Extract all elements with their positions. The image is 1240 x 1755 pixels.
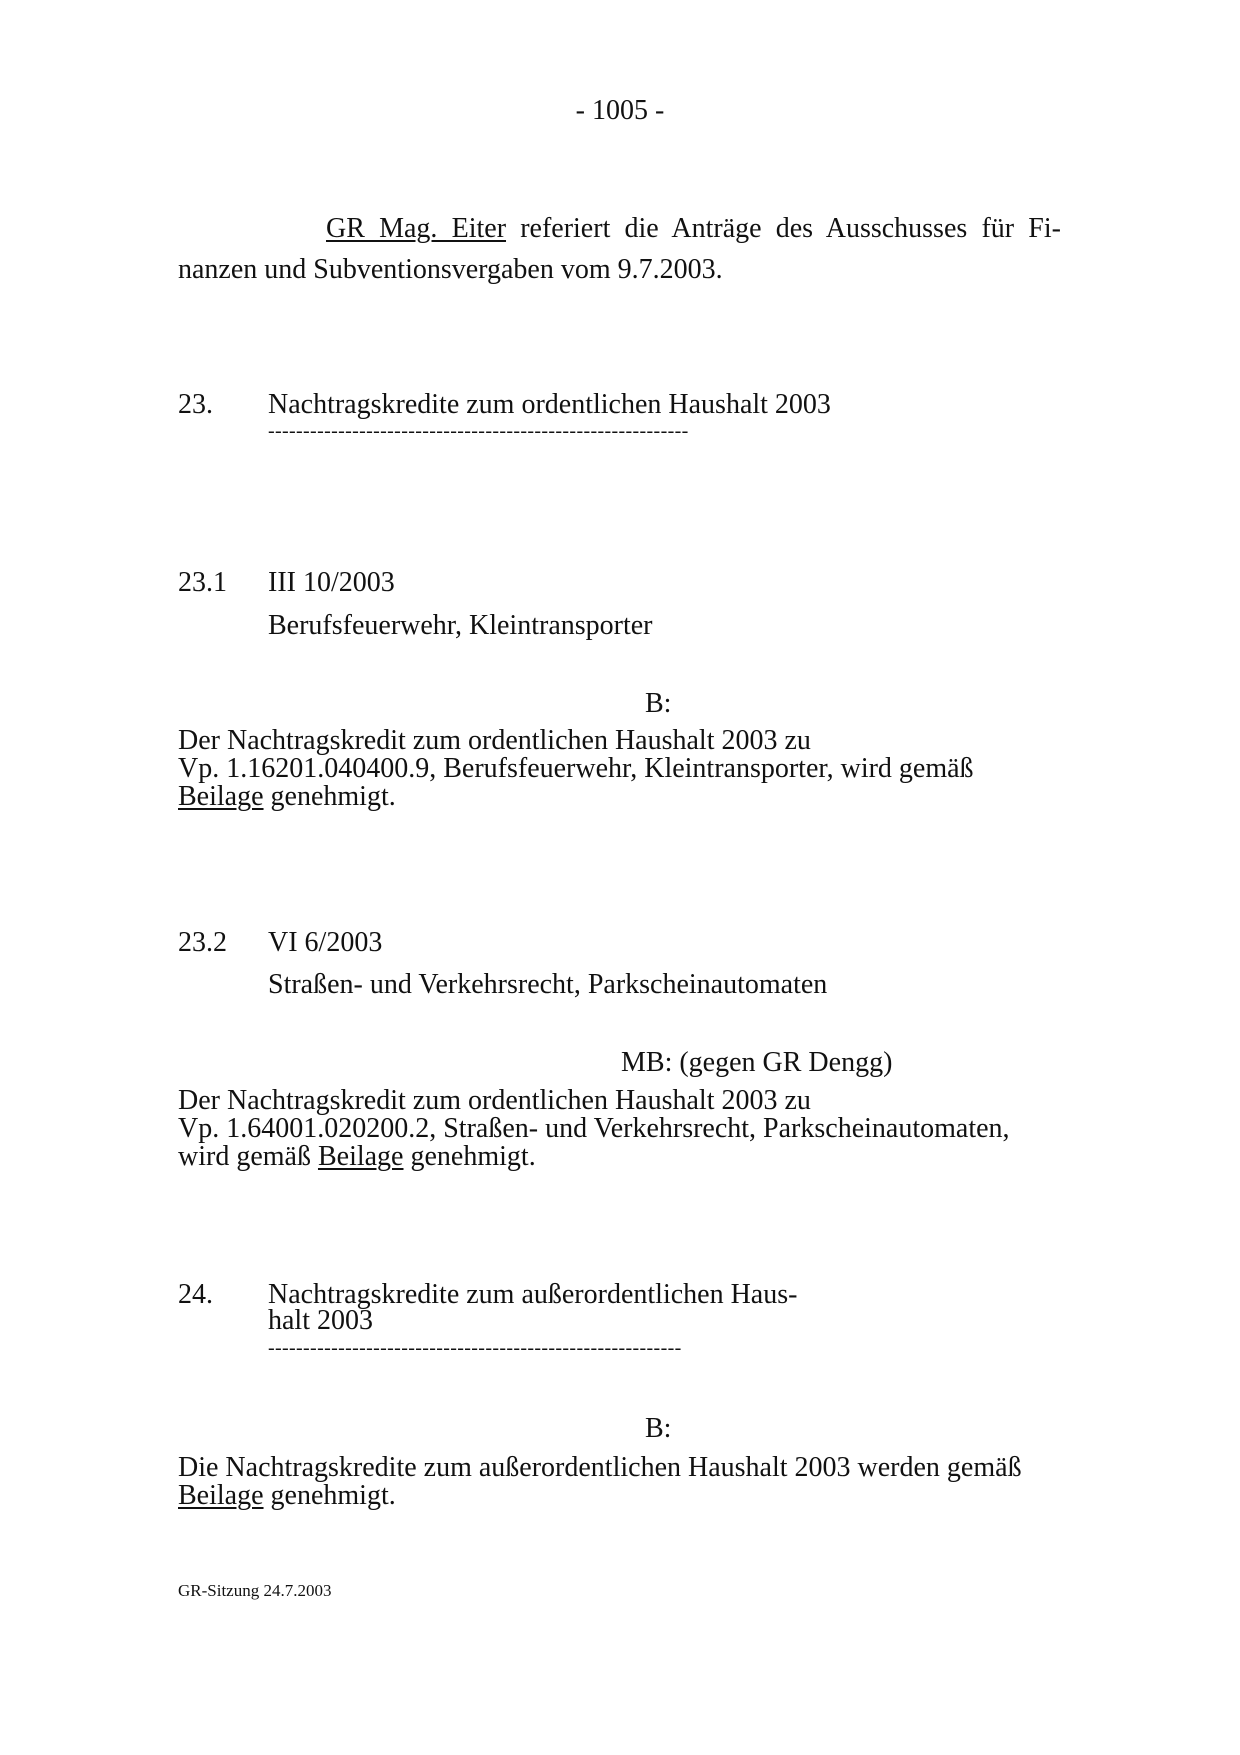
- item-23-2-text-end: genehmigt.: [403, 1141, 536, 1172]
- item-23-1-reference: III 10/2003: [268, 567, 395, 598]
- item-23-1-text-line-2: Vp. 1.16201.040400.9, Berufsfeuerwehr, Kleintransporter, wird gemäß: [178, 753, 974, 784]
- item-23-1-number: 23.1: [178, 567, 227, 598]
- intro-text-1: referiert die Anträge des Ausschusses für Fi-: [506, 213, 1061, 244]
- page-number: - 1005 -: [575, 95, 665, 126]
- item-23-2-text-start: wird gemäß: [178, 1141, 318, 1172]
- section-24-decision-label: B:: [645, 1413, 672, 1444]
- item-23-2-text-line-3: [178, 1143, 536, 1171]
- section-23-number: 23.: [178, 389, 213, 420]
- section-24-rule: -----------------------------------------------------------: [268, 1337, 682, 1359]
- section-24-number: 24.: [178, 1279, 213, 1310]
- session-footer: GR-Sitzung 24.7.2003: [178, 1581, 332, 1600]
- speaker-name: GR Mag. Eiter: [326, 213, 507, 244]
- section-24-text-end: genehmigt.: [263, 1480, 396, 1511]
- item-23-1-text-line-3: [178, 783, 396, 811]
- section-23-rule: ------------------------------------------------------------: [268, 420, 689, 442]
- section-24-title-line-1: Nachtragskredite zum außerordentlichen Haus-: [268, 1279, 798, 1310]
- item-23-2-beilage-link[interactable]: Beilage: [317, 1141, 404, 1172]
- item-23-1-beilage-link[interactable]: Beilage: [178, 781, 264, 812]
- item-23-1-text-end: genehmigt.: [263, 781, 396, 812]
- item-23-2-number: 23.2: [178, 927, 227, 958]
- item-23-1-subject: Berufsfeuerwehr, Kleintransporter: [268, 610, 653, 641]
- section-24-beilage-link[interactable]: Beilage: [178, 1480, 264, 1511]
- item-23-2-text-line-2: Vp. 1.64001.020200.2, Straßen- und Verkehrsrecht, Parkscheinautomaten,: [178, 1113, 1010, 1144]
- item-23-1-text-line-1: Der Nachtragskredit zum ordentlichen Haushalt 2003 zu: [178, 725, 811, 756]
- section-24-text-line-1: Die Nachtragskredite zum außerordentlichen Haushalt 2003 werden gemäß: [178, 1452, 1022, 1483]
- item-23-2-decision-label: MB: (gegen GR Dengg): [621, 1047, 893, 1078]
- item-23-2-subject: Straßen- und Verkehrsrecht, Parkscheinautomaten: [268, 969, 828, 1000]
- section-23-title: Nachtragskredite zum ordentlichen Haushalt 2003: [268, 389, 831, 420]
- section-24-title-line-2: halt 2003: [268, 1305, 373, 1336]
- item-23-2-text-line-1: Der Nachtragskredit zum ordentlichen Haushalt 2003 zu: [178, 1085, 811, 1116]
- item-23-2-reference: VI 6/2003: [268, 927, 383, 958]
- intro-paragraph-line-1: [326, 214, 1061, 244]
- section-24-text-line-2: [178, 1482, 396, 1510]
- item-23-1-decision-label: B:: [645, 688, 672, 719]
- intro-paragraph-line-2: nanzen und Subventionsvergaben vom 9.7.2003.: [178, 254, 723, 285]
